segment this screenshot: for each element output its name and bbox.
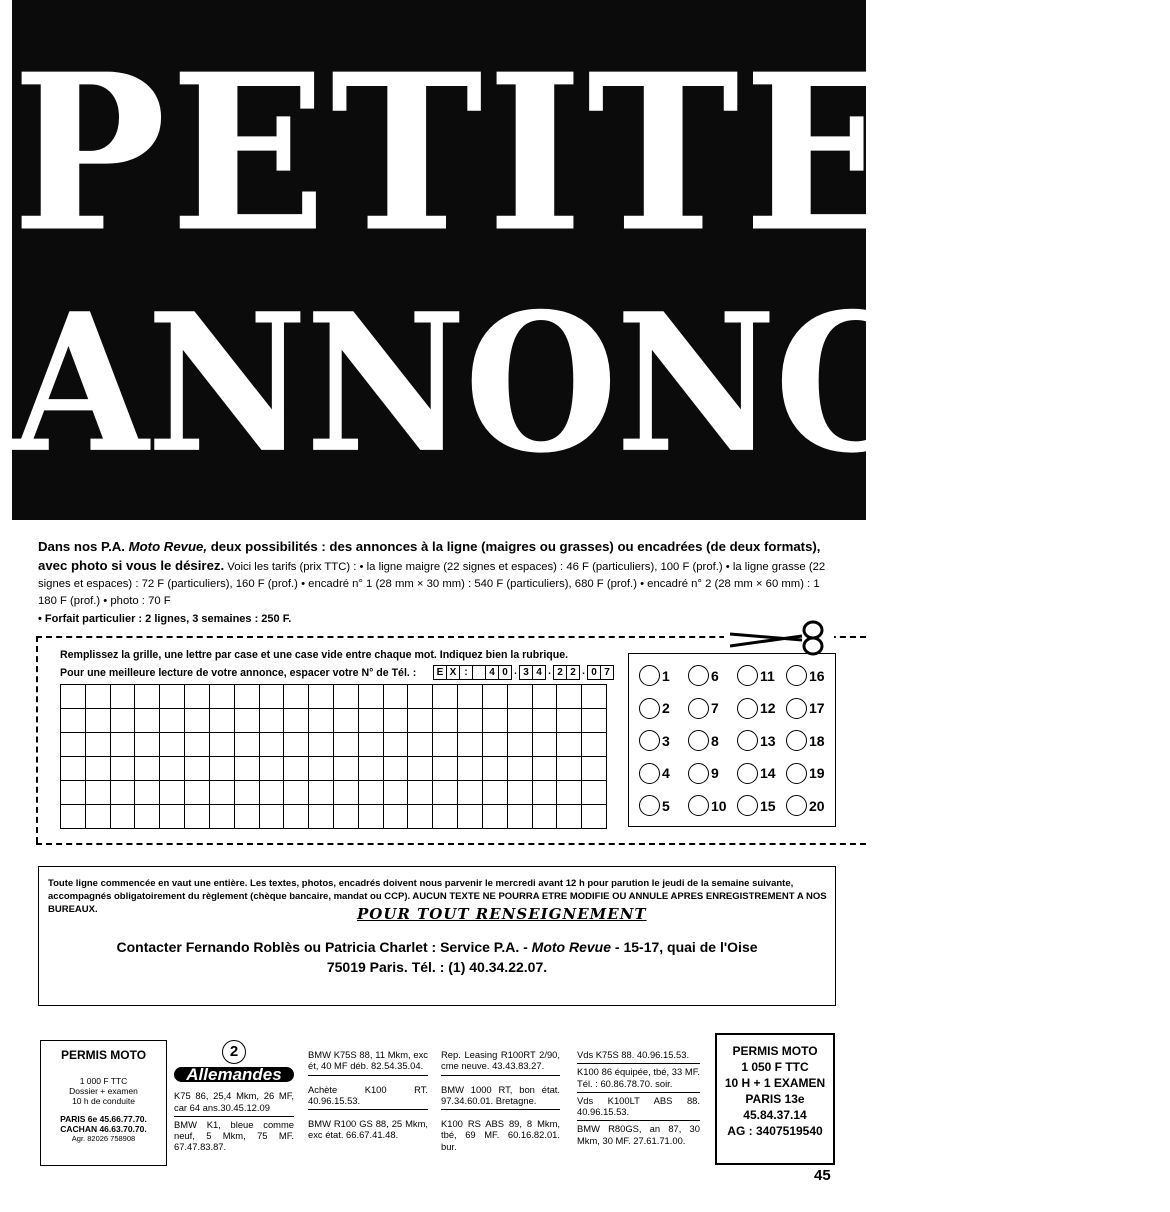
rubrique-number: 9 (711, 765, 719, 781)
grid-cell[interactable] (557, 805, 582, 829)
phone-example-cell: X (446, 665, 460, 680)
rubrique-option[interactable] (786, 795, 825, 816)
ad-entry: Vds K75S 88. 40.96.15.53. (577, 1047, 700, 1064)
grid-cell[interactable] (111, 709, 136, 733)
intro-lead-end: deux possibilités : des annonces à la ligne (maigres ou grasses) ou encadrées (de deux formats), avec photo si vous le désirez. (38, 539, 821, 573)
grid-cell[interactable] (135, 685, 160, 709)
grid-instruction: Remplissez la grille, une lettre par case et une case vide entre chaque mot. Indiquez bien la rubrique. (60, 649, 569, 661)
rubrique-option[interactable] (786, 665, 825, 686)
grid-cell[interactable] (260, 805, 285, 829)
grid-cell[interactable] (384, 805, 409, 829)
ad-phone: PARIS 6e 45.66.77.70. (60, 1113, 147, 1124)
rubrique-number: 11 (760, 667, 775, 684)
grid-cell[interactable] (433, 685, 458, 709)
ad-entry: K100 86 équipée, tbé, 33 MF. Tél. : 60.86.78.70. soir. (577, 1064, 700, 1093)
ad-column-5 (577, 1047, 700, 1149)
grid-cell[interactable] (210, 757, 235, 781)
grid-cell[interactable] (557, 709, 582, 733)
checkbox-circle-icon[interactable] (737, 795, 758, 816)
title-banner (12, 0, 1170, 520)
grid-cell[interactable] (408, 757, 433, 781)
grid-cell[interactable] (309, 781, 334, 805)
rubrique-option[interactable] (737, 665, 775, 686)
cut-line-left (36, 636, 38, 843)
grid-cell[interactable] (433, 757, 458, 781)
grid-cell[interactable] (111, 805, 136, 829)
grid-cell[interactable] (359, 709, 384, 733)
phone-example-cell: 2 (566, 665, 580, 680)
rubrique-option[interactable] (639, 763, 670, 784)
grid-cell[interactable] (483, 685, 508, 709)
checkbox-circle-icon[interactable] (639, 795, 660, 816)
ad-title: PERMIS MOTO (60, 1048, 147, 1062)
grid-cell[interactable] (557, 733, 582, 757)
grid-cell[interactable] (557, 781, 582, 805)
rubrique-option[interactable] (786, 698, 825, 719)
grid-cell[interactable] (334, 685, 359, 709)
ad-entry: BMW R100 GS 88, 25 Mkm, exc état. 66.67.41.48. (308, 1118, 428, 1141)
grid-cell[interactable] (135, 709, 160, 733)
grid-cell[interactable] (408, 709, 433, 733)
grid-cell[interactable] (334, 709, 359, 733)
grid-cell[interactable] (210, 685, 235, 709)
contact-block (39, 937, 835, 977)
info-box (38, 866, 836, 1006)
ad-permis-moto-1 (40, 1040, 167, 1166)
grid-cell[interactable] (160, 757, 185, 781)
grid-cell[interactable] (533, 757, 558, 781)
phone-example-cell: E (433, 665, 447, 680)
rubrique-option[interactable] (737, 763, 776, 784)
grid-cell[interactable] (284, 733, 309, 757)
contact-line-1 (39, 937, 835, 957)
grid-cell[interactable] (61, 709, 86, 733)
grid-cell[interactable] (210, 805, 235, 829)
grid-cell[interactable] (86, 733, 111, 757)
rubrique-selector (628, 653, 836, 827)
grid-cell[interactable] (408, 781, 433, 805)
grid-cell[interactable] (508, 733, 533, 757)
grid-cell[interactable] (235, 733, 260, 757)
grid-cell[interactable] (185, 709, 210, 733)
checkbox-circle-icon[interactable] (737, 763, 758, 784)
grid-cell[interactable] (359, 781, 384, 805)
intro-rates: Voici les tarifs (prix TTC) : • la ligne maigre (22 signes et espaces) : 46 F (particuliers), 100 F (prof.) • la ligne grasse (22 signes et espaces) : 72 F (particuliers), 160 F (prof.) • encadré n° 1 (28 mm × 30 mm) : 540 F (particuliers), 680 F (prof.) • encadré n° 2 (28 mm × 60 mm) : 1 180 F (prof.) • photo : 70 F (38, 561, 826, 607)
phone-example-cell: . (548, 666, 551, 677)
grid-cell[interactable] (260, 757, 285, 781)
phone-example-cell: : (459, 665, 473, 680)
grid-cell[interactable] (309, 805, 334, 829)
grid-cell[interactable] (235, 709, 260, 733)
grid-cell[interactable] (309, 685, 334, 709)
phone-example-cell: . (582, 666, 585, 677)
grid-cell[interactable] (185, 781, 210, 805)
grid-cell[interactable] (458, 709, 483, 733)
grid-cell[interactable] (433, 781, 458, 805)
grid-cell[interactable] (111, 781, 136, 805)
grid-cell[interactable] (334, 733, 359, 757)
grid-cell[interactable] (160, 709, 185, 733)
grid-cell[interactable] (433, 805, 458, 829)
rubrique-number: 3 (662, 732, 670, 749)
grid-cell[interactable] (384, 781, 409, 805)
grid-cell[interactable] (111, 757, 136, 781)
grid-cell[interactable] (309, 733, 334, 757)
grid-cell[interactable] (533, 709, 558, 733)
grid-cell[interactable] (582, 805, 607, 829)
phone-example-boxes (433, 665, 613, 680)
rubrique-option[interactable] (688, 763, 719, 784)
rubrique-number: 2 (662, 700, 670, 716)
grid-cell[interactable] (483, 733, 508, 757)
rubrique-number: 12 (760, 700, 776, 716)
phone-example-cell: . (514, 666, 517, 677)
grid-cell[interactable] (185, 733, 210, 757)
phone-example-cell: 3 (519, 665, 533, 680)
rubrique-number: 20 (809, 797, 825, 814)
grid-cell[interactable] (61, 805, 86, 829)
rubrique-option[interactable] (639, 698, 670, 719)
grid-cell[interactable] (86, 757, 111, 781)
grid-cell[interactable] (309, 757, 334, 781)
phone-example-cell: 4 (532, 665, 546, 680)
grid-cell[interactable] (135, 805, 160, 829)
grid-cell[interactable] (582, 781, 607, 805)
phone-instruction: Pour une meilleure lecture de votre annonce, espacer votre N° de Tél. : (60, 667, 417, 679)
rubrique-option[interactable] (639, 795, 670, 816)
grid-cell[interactable] (235, 757, 260, 781)
ad-entry: Vds K100LT ABS 88. 40.96.15.53. (577, 1093, 700, 1122)
grid-cell[interactable] (111, 685, 136, 709)
rubrique-number: 4 (662, 765, 670, 781)
ad-agreement: Agr. 82026 758908 (71, 1133, 136, 1143)
rubrique-number: 1 (662, 667, 670, 684)
checkbox-circle-icon[interactable] (688, 665, 709, 686)
grid-cell[interactable] (86, 805, 111, 829)
ad-line: 10 h de conduite (72, 1095, 135, 1106)
grid-cell[interactable] (61, 781, 86, 805)
ad-phone: CACHAN 46.63.70.70. (60, 1123, 147, 1134)
ad-entry: K100 RS ABS 89, 8 Mkm, tbé, 69 MF. 60.16.82.01. bur. (441, 1118, 560, 1152)
grid-cell[interactable] (284, 805, 309, 829)
grid-cell[interactable] (235, 805, 260, 829)
grid-cell[interactable] (508, 757, 533, 781)
ad-entry: BMW R80GS, an 87, 30 Mkm, 30 MF. 27.61.71.00. (577, 1123, 700, 1146)
rubrique-number: 8 (711, 732, 719, 749)
grid-cell[interactable] (210, 709, 235, 733)
rubrique-number: 7 (711, 700, 719, 716)
grid-cell[interactable] (458, 781, 483, 805)
grid-cell[interactable] (458, 757, 483, 781)
grid-cell[interactable] (557, 685, 582, 709)
grid-cell[interactable] (86, 709, 111, 733)
grid-cell[interactable] (210, 781, 235, 805)
rubrique-number: 19 (809, 765, 825, 781)
rubrique-option[interactable] (688, 698, 719, 719)
grid-cell[interactable] (160, 733, 185, 757)
grid-cell[interactable] (334, 781, 359, 805)
phone-example-cell: 0 (587, 665, 601, 680)
rubrique-number: 15 (760, 797, 776, 814)
handwritten-heading: POUR TOUT RENSEIGNEMENT (357, 905, 647, 923)
rubrique-number: 5 (662, 797, 670, 814)
rubrique-option[interactable] (737, 795, 776, 816)
rubrique-option[interactable] (737, 730, 776, 751)
phone-example-cell (472, 665, 486, 680)
grid-cell[interactable] (359, 685, 384, 709)
grid-cell[interactable] (160, 805, 185, 829)
grid-cell[interactable] (582, 685, 607, 709)
grid-cell[interactable] (582, 709, 607, 733)
grid-cell[interactable] (508, 781, 533, 805)
grid-cell[interactable] (458, 733, 483, 757)
grid-cell[interactable] (334, 805, 359, 829)
checkbox-circle-icon[interactable] (786, 763, 807, 784)
grid-cell[interactable] (384, 733, 409, 757)
checkbox-circle-icon[interactable] (639, 665, 660, 686)
grid-cell[interactable] (284, 781, 309, 805)
page-number: 45 (814, 1167, 831, 1184)
checkbox-circle-icon[interactable] (786, 698, 807, 719)
ad-line: PARIS 13e (745, 1092, 805, 1106)
ad-price: 1 000 F TTC (79, 1075, 128, 1086)
grid-cell[interactable] (160, 781, 185, 805)
ad-text-grid[interactable] (60, 684, 607, 829)
rubrique-option[interactable] (688, 795, 727, 816)
grid-cell[interactable] (185, 805, 210, 829)
checkbox-circle-icon[interactable] (639, 763, 660, 784)
grid-cell[interactable] (260, 709, 285, 733)
grid-cell[interactable] (309, 709, 334, 733)
checkbox-circle-icon[interactable] (786, 665, 807, 686)
grid-cell[interactable] (433, 733, 458, 757)
grid-cell[interactable] (384, 709, 409, 733)
grid-cell[interactable] (508, 709, 533, 733)
rubrique-number: 6 (711, 667, 719, 684)
grid-cell[interactable] (135, 733, 160, 757)
ad-phone: 45.84.37.14 (743, 1108, 807, 1122)
ad-line: 10 H + 1 EXAMEN (724, 1076, 826, 1090)
grid-cell[interactable] (260, 733, 285, 757)
grid-cell[interactable] (483, 781, 508, 805)
checkbox-circle-icon[interactable] (639, 698, 660, 719)
scissors-icon (724, 618, 834, 658)
rubrique-option[interactable] (688, 730, 719, 751)
ad-entry: BMW 1000 RT, bon état. 97.34.60.01. Bretagne. (441, 1076, 560, 1111)
grid-cell[interactable] (458, 685, 483, 709)
checkbox-circle-icon[interactable] (688, 763, 709, 784)
rubrique-option[interactable] (786, 763, 825, 784)
grid-cell[interactable] (284, 757, 309, 781)
intro-lead-start: Dans nos P.A. (38, 539, 129, 554)
ad-column-3 (308, 1047, 428, 1144)
grid-cell[interactable] (582, 757, 607, 781)
checkbox-circle-icon[interactable] (737, 665, 758, 686)
checkbox-circle-icon[interactable] (688, 730, 709, 751)
grid-cell[interactable] (359, 757, 384, 781)
grid-cell[interactable] (408, 733, 433, 757)
grid-cell[interactable] (135, 757, 160, 781)
grid-cell[interactable] (260, 685, 285, 709)
ad-permis-moto-2 (715, 1033, 835, 1165)
ad-entry: Achète K100 RT. 40.96.15.53. (308, 1076, 428, 1111)
cut-line-bottom (36, 843, 866, 845)
phone-example-cell: 7 (600, 665, 614, 680)
grid-cell[interactable] (533, 733, 558, 757)
ad-entry: K75 86, 25,4 Mkm, 26 MF, car 64 ans.30.45.12.09 (174, 1088, 294, 1117)
checkbox-circle-icon[interactable] (786, 795, 807, 816)
grid-cell[interactable] (433, 709, 458, 733)
grid-cell[interactable] (508, 805, 533, 829)
ad-entry: Rep. Leasing R100RT 2/90, cme neuve. 43.43.83.27. (441, 1047, 560, 1076)
rubrique-number: 16 (809, 667, 825, 684)
checkbox-circle-icon[interactable] (737, 730, 758, 751)
rubrique-number: 14 (760, 765, 776, 781)
ad-entry: BMW K1, bleue comme neuf, 5 Mkm, 75 MF. 67.47.83.87. (174, 1118, 294, 1153)
rubrique-number-badge: 2 (222, 1040, 246, 1064)
grid-cell[interactable] (359, 733, 384, 757)
grid-cell[interactable] (408, 805, 433, 829)
contact-names: Contacter Fernando Roblès ou Patricia Charlet : Service P.A. - (116, 939, 532, 955)
ad-agreement: AG : 3407519540 (727, 1124, 823, 1138)
rubrique-option[interactable] (737, 698, 776, 719)
grid-cell[interactable] (508, 685, 533, 709)
grid-cell[interactable] (408, 685, 433, 709)
grid-cell[interactable] (533, 685, 558, 709)
grid-cell[interactable] (61, 757, 86, 781)
checkbox-circle-icon[interactable] (688, 698, 709, 719)
grid-cell[interactable] (111, 733, 136, 757)
ad-column-allemandes (174, 1040, 294, 1156)
checkbox-circle-icon[interactable] (737, 698, 758, 719)
rubrique-option[interactable] (786, 730, 825, 751)
contact-address: - 15-17, quai de l'Oise (611, 939, 758, 955)
phone-example-cell: 4 (485, 665, 499, 680)
contact-line-2: 75019 Paris. Tél. : (1) 40.34.22.07. (326, 959, 548, 975)
banner-title-petites: PETITES (12, 27, 1056, 280)
intro-paragraph (38, 538, 838, 610)
grid-cell[interactable] (483, 709, 508, 733)
rubrique-number: 13 (760, 732, 776, 749)
grid-cell[interactable] (61, 733, 86, 757)
phone-example-cell: 0 (498, 665, 512, 680)
grid-cell[interactable] (384, 685, 409, 709)
intro-magazine: Moto Revue, (128, 539, 208, 554)
forfait-line: • Forfait particulier : 2 lignes, 3 semaines : 250 F. (38, 613, 292, 625)
rubrique-option[interactable] (688, 665, 719, 686)
grid-cell[interactable] (284, 685, 309, 709)
grid-cell[interactable] (483, 757, 508, 781)
rubrique-option[interactable] (639, 730, 670, 751)
rubrique-number: 17 (809, 700, 825, 716)
grid-cell[interactable] (359, 805, 384, 829)
rubrique-label: Allemandes (174, 1067, 294, 1082)
rubrique-number: 18 (809, 732, 825, 749)
grid-cell[interactable] (384, 757, 409, 781)
grid-cell[interactable] (210, 733, 235, 757)
grid-cell[interactable] (86, 781, 111, 805)
phone-example-cell: 2 (553, 665, 567, 680)
grid-cell[interactable] (284, 709, 309, 733)
checkbox-circle-icon[interactable] (639, 730, 660, 751)
grid-cell[interactable] (533, 781, 558, 805)
ad-column-4 (441, 1047, 560, 1155)
grid-cell[interactable] (86, 685, 111, 709)
grid-cell[interactable] (235, 685, 260, 709)
grid-cell[interactable] (260, 781, 285, 805)
grid-cell[interactable] (160, 685, 185, 709)
grid-cell[interactable] (557, 757, 582, 781)
rubrique-option[interactable] (639, 665, 670, 686)
grid-cell[interactable] (185, 757, 210, 781)
grid-cell[interactable] (135, 781, 160, 805)
banner-title-annonces: ANNONCES (12, 271, 1170, 496)
ad-title: PERMIS MOTO (732, 1044, 818, 1058)
ad-line: Dossier + examen (69, 1085, 138, 1096)
grid-cell[interactable] (235, 781, 260, 805)
grid-cell[interactable] (533, 805, 558, 829)
grid-cell[interactable] (61, 685, 86, 709)
grid-cell[interactable] (458, 805, 483, 829)
ad-price: 1 050 F TTC (741, 1060, 809, 1074)
grid-cell[interactable] (582, 733, 607, 757)
grid-cell[interactable] (334, 757, 359, 781)
checkbox-circle-icon[interactable] (688, 795, 709, 816)
grid-cell[interactable] (185, 685, 210, 709)
ad-entry: BMW K75S 88, 11 Mkm, exc ét, 40 MF déb. 82.54.35.04. (308, 1047, 428, 1076)
rubrique-number: 10 (711, 797, 727, 814)
checkbox-circle-icon[interactable] (786, 730, 807, 751)
contact-magazine: Moto Revue (531, 939, 612, 955)
grid-cell[interactable] (483, 805, 508, 829)
terms-text: Toute ligne commencée en vaut une entière. Les textes, photos, encadrés doivent nous parvenir le mercredi avant 12 h pour parution le jeudi de la semaine suivante, accompagnés obligatoirement du règlement (chèque bancaire, mandat ou CCP). AUCUN TEXTE NE POURRA ETRE MODIFIE OU ANNULE APRES ENREGISTREMENT A NOS BUREAUX. (48, 878, 827, 915)
